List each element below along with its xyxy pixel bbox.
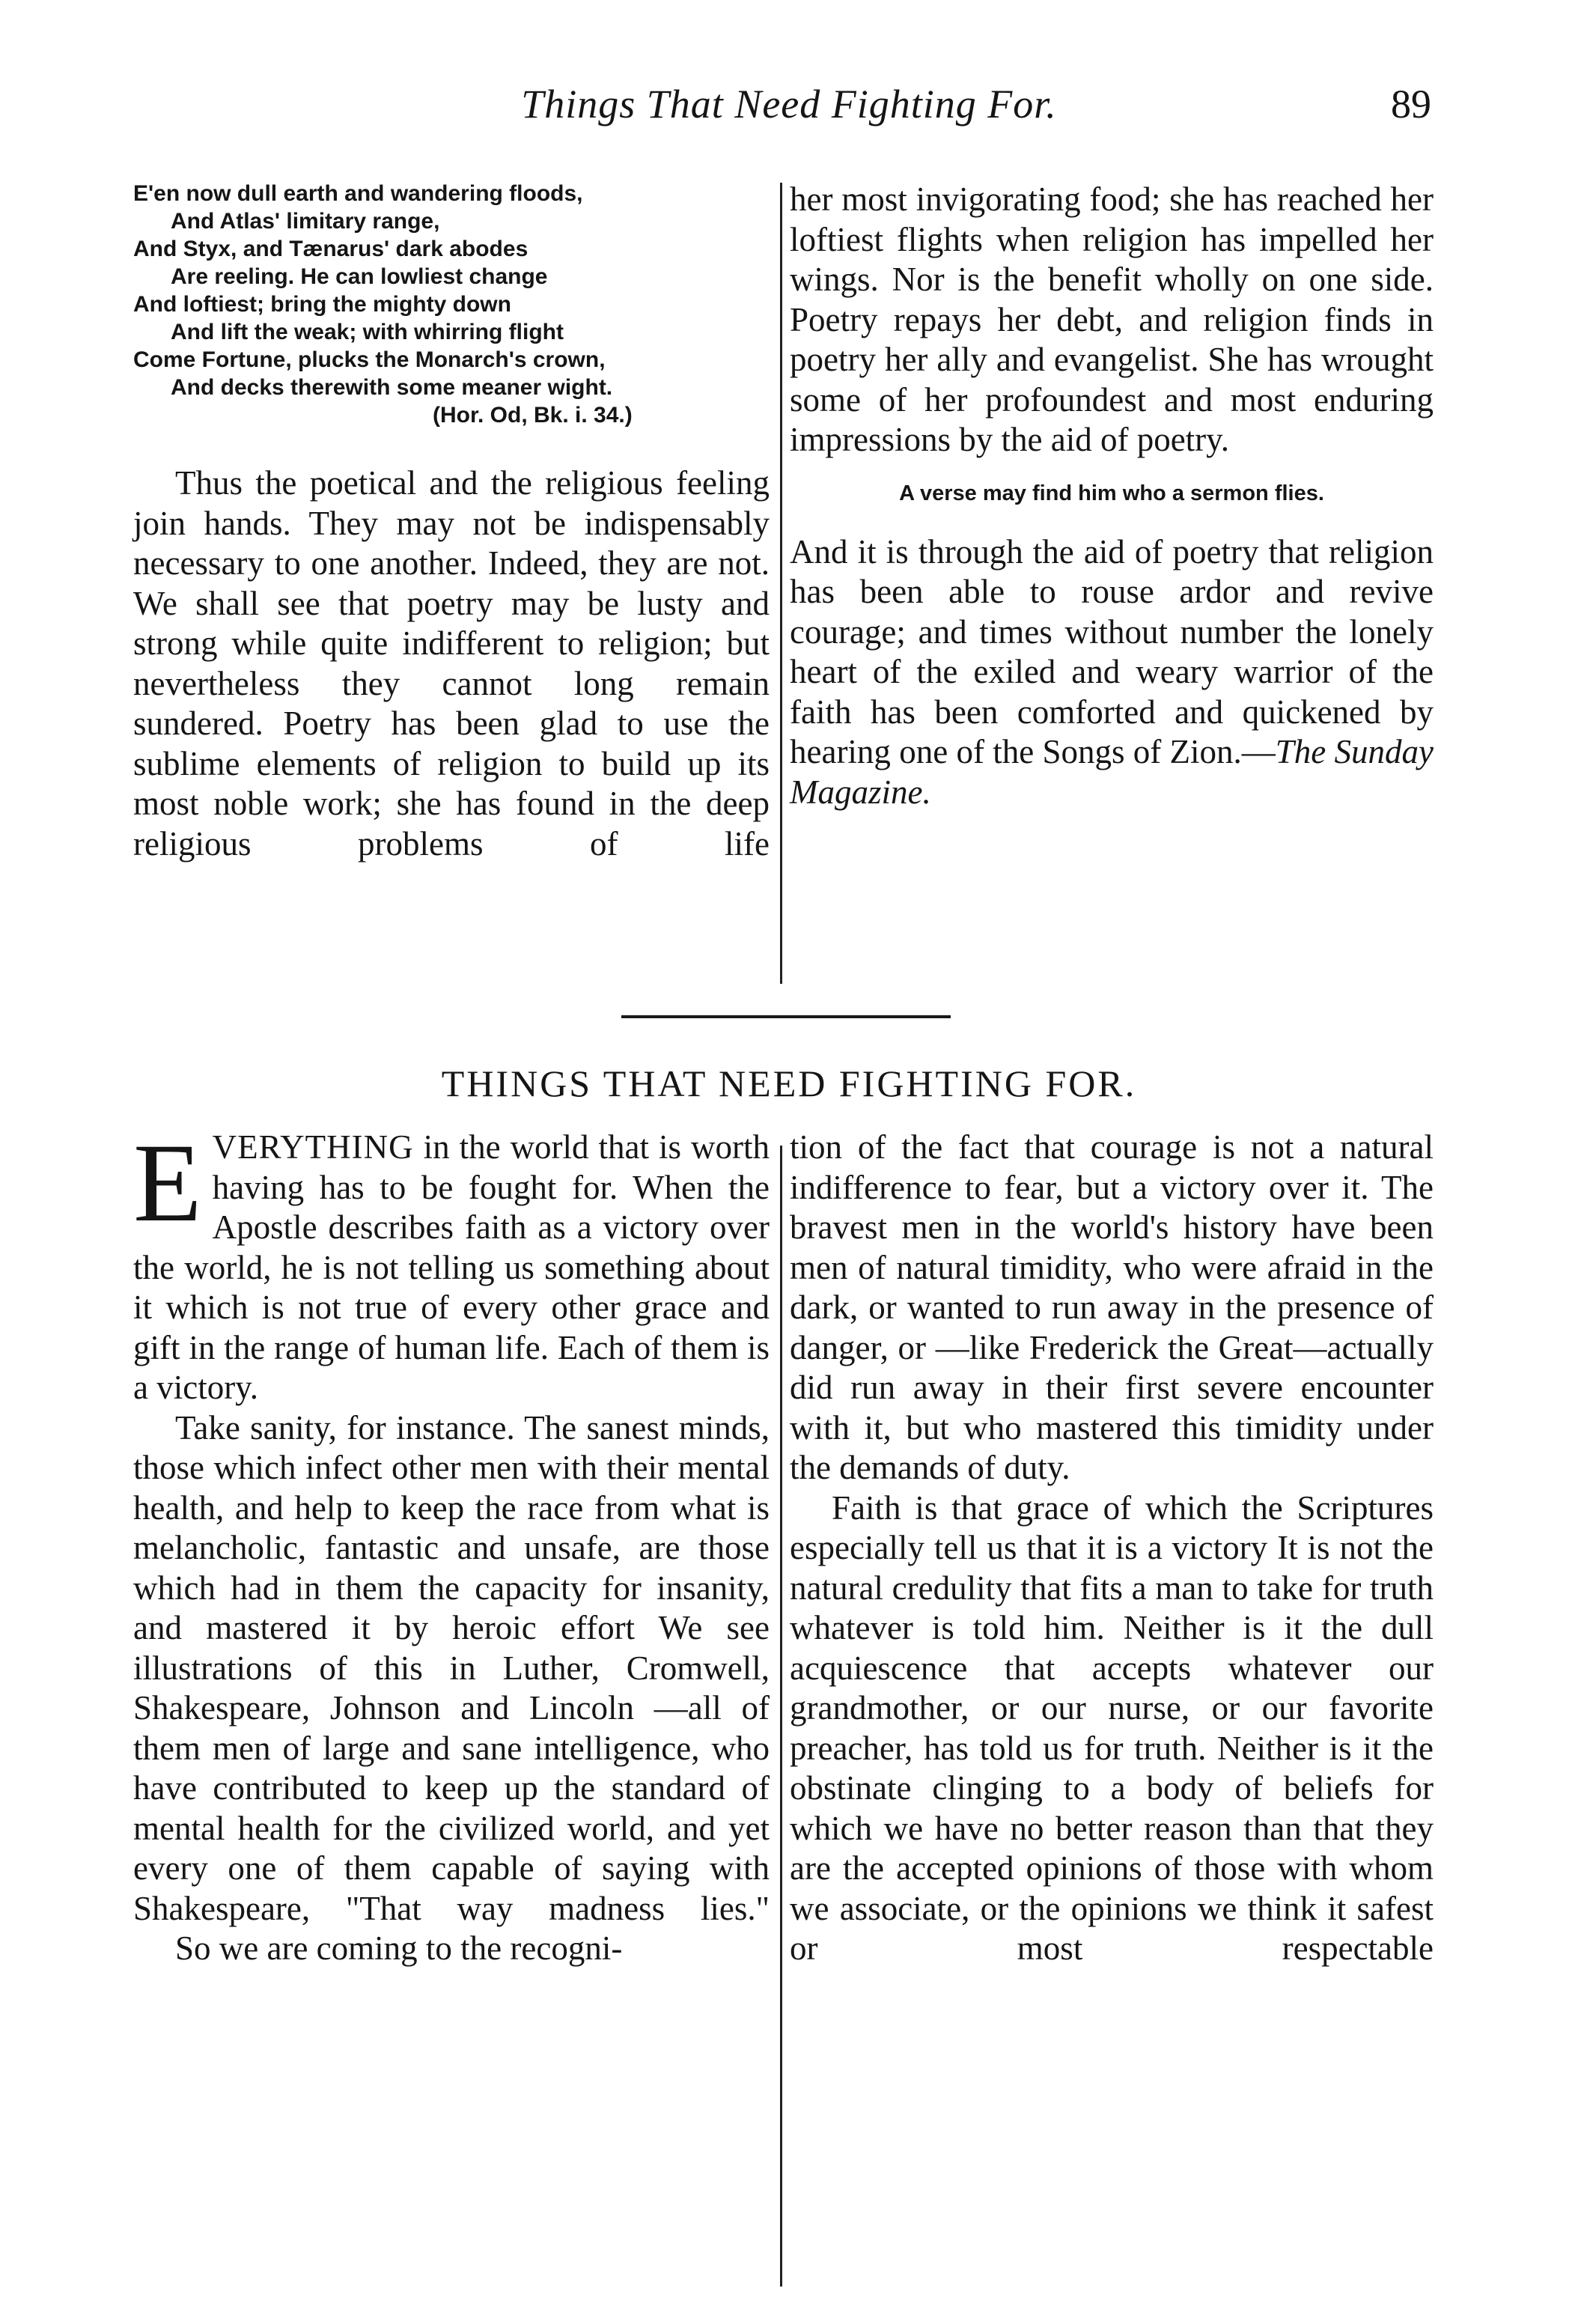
paragraph-invigorating-food: her most invigorating food; she has reached her loftiest flights when religion has impelled her wings. Nor is the benefit wholly on one side. Poetry repays her debt, and religion finds in poetry her ally and evangelist. She has wrought some of her profoundest and most enduring impressions by the aid of poetry. (790, 180, 1434, 458)
bottom-right-column (790, 1128, 1434, 1969)
paragraph-courage: tion of the fact that courage is not a natural indifference to fear, but a victory over it. The bravest men in the world's history have been men of natural timidity, who were afraid in the dark, or wanted to run away in the presence of danger, or —like Frederick the Great—actually did run away in their first severe encounter with it, but who mastered this timidity under the demands of duty. (790, 1128, 1434, 1486)
top-left-column (133, 180, 770, 864)
article-title: THINGS THAT NEED FIGHTING FOR. (441, 1062, 1137, 1104)
running-title: Things That Need Fighting For. (521, 82, 1057, 127)
paragraph-aid-of-poetry (790, 532, 1434, 813)
top-right-column (790, 180, 1434, 812)
paragraph-text: in the world that is worth having has to be fought for. When the Apostle describes faith as a victory over the world, he is not telling us something about it which is not true of every other grace and gift in the range of human life. Each of them is a victory. (133, 1128, 770, 1406)
poem-line: And lift the weak; with whirring flight (171, 320, 564, 344)
paragraph-sanity: Take sanity, for instance. The sanest minds, those which infect other men with their mental health, and help to keep the race from what is melancholic, fantastic and unsafe, are those which had in them the capacity for insanity, and mastered it by heroic effort We see illustrations of this in Luther, Cromwell, Shakespeare, Johnson and Lincoln —all of them men of large and sane intelligence, who have contributed to keep up the standard of mental health for the civilized world, and yet every one of them capable of saying with Shakespeare, "That way madness lies." (133, 1408, 770, 1927)
column-divider-top (780, 183, 782, 984)
poem-line: And decks therewith some meaner wight. (171, 375, 613, 400)
closing-text: And it is through the aid of poetry that religion has been able to rouse ardor and revive courage; and times without number the lonely heart of the exiled and weary warrior of the faith has been comforted and quickened by hearing one of the Songs of Zion.— (790, 532, 1434, 770)
verse-quote: A verse may find him who a sermon flies. (899, 481, 1324, 505)
paragraph-poetry-religion: Thus the poetical and the religious feeling join hands. They may not be indispensably necessary to one another. Indeed, they are not. We shall see that poetry may be lusty and strong while quite indifferent to religion; but nevertheless they cannot long remain sundered. Poetry has been glad to use the sublime elements of religion to build up its most noble work; she has found in the deep religious problems of life (133, 464, 770, 863)
paragraph-everything (133, 1121, 770, 1408)
paragraph-recognition-start: So we are coming to the recogni- (175, 1929, 623, 1967)
source-attribution: The Sunday Magazine. (790, 733, 1434, 811)
poem-line: And Styx, and Tænarus' dark abodes (133, 237, 528, 261)
paragraph-faith: Faith is that grace of which the Scriptures especially tell us that it is a victory It is not the natural credulity that fits a man to take for truth whatever is told him. Neither is it the dull acquiescence that accepts whatever our grandmother, or our nurse, or our favorite preacher, has told us for truth. Neither is it the obstinate clinging to a body of beliefs for which we have no better reason than that they are the accepted opinions of those with whom we associate, or the opinions we think it safest or most respectable (790, 1488, 1434, 1967)
article-separator-rule (621, 1015, 951, 1018)
column-divider-bottom (780, 1146, 782, 2287)
poem-line: E'en now dull earth and wandering floods, (133, 181, 583, 206)
opening-word: VERYTHING (212, 1128, 414, 1166)
poem-line: And Atlas' limitary range, (171, 209, 440, 234)
poem-citation: (Hor. Od, Bk. i. 34.) (433, 403, 633, 428)
horace-poem (133, 180, 770, 429)
poem-line: Are reeling. He can lowliest change (171, 264, 548, 289)
page-number: 89 (1391, 82, 1431, 127)
poem-line: Come Fortune, plucks the Monarch's crown, (133, 347, 606, 372)
bottom-left-column (133, 1121, 770, 1969)
drop-cap: E (133, 1121, 202, 1245)
poem-line: And loftiest; bring the mighty down (133, 292, 511, 317)
